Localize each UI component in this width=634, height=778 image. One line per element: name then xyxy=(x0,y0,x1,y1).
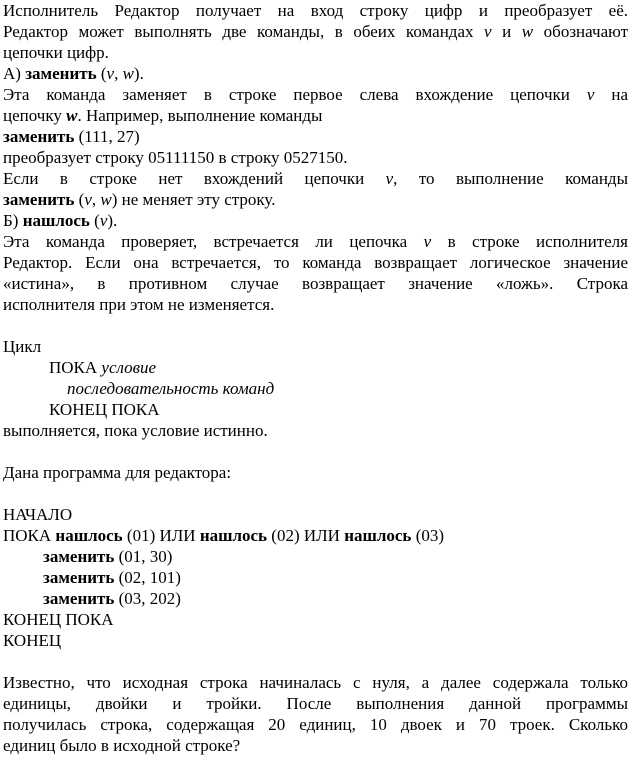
spacer xyxy=(3,651,628,672)
loop-title: Цикл xyxy=(3,337,42,356)
command-b-desc-4: исполнителя при этом не изменяется. xyxy=(3,295,275,314)
program-end: КОНЕЦ xyxy=(3,631,62,650)
command-a-example-result: преобразует строку 05111150 в строку 0527150. xyxy=(3,148,348,167)
program-begin: НАЧАЛО xyxy=(3,505,73,524)
question-line-1: Известно, что исходная строка начиналась с нуля, а далее содержала только xyxy=(3,673,628,692)
program-replace-2: заменить (02, 101) xyxy=(43,568,181,587)
loop-body-line: последовательность команд xyxy=(67,379,275,398)
command-a-note-1: Если в строке нет вхождений цепочки v, то выполнение команды xyxy=(3,169,628,188)
program-end-while: КОНЕЦ ПОКА xyxy=(3,610,114,629)
command-a-heading: А) заменить (v, w). xyxy=(3,64,144,83)
spacer xyxy=(3,315,628,336)
command-b-desc-3: «истина», в противном случае возвращает значение «ложь». Строка xyxy=(3,274,628,293)
loop-while-line: ПОКА условие xyxy=(49,358,157,377)
program-replace-1: заменить (01, 30) xyxy=(43,547,173,566)
program-replace-3: заменить (03, 202) xyxy=(43,589,181,608)
intro-line-2: Редактор может выполнять две команды, в обеих командах v и w обозначают xyxy=(3,22,629,41)
command-a-desc-2: цепочку w. Например, выполнение команды xyxy=(3,106,323,125)
command-b-heading: Б) нашлось (v). xyxy=(3,211,118,230)
command-a-note-2: заменить (v, w) не меняет эту строку. xyxy=(3,190,276,209)
command-b-desc-1: Эта команда проверяет, встречается ли цепочка v в строке исполнителя xyxy=(3,232,628,251)
question-line-4: единиц было в исходной строке? xyxy=(3,736,241,755)
spacer xyxy=(3,441,628,462)
command-a-example: заменить (111, 27) xyxy=(3,127,140,146)
question-line-3: получилась строка, содержащая 20 единиц, 10 двоек и 70 троек. Сколько xyxy=(3,715,628,734)
program-intro: Дана программа для редактора: xyxy=(3,463,232,482)
spacer xyxy=(3,483,628,504)
command-a-desc-1: Эта команда заменяет в строке первое слева вхождение цепочки v на xyxy=(3,85,628,104)
loop-end-line: КОНЕЦ ПОКА xyxy=(49,400,160,419)
loop-note: выполняется, пока условие истинно. xyxy=(3,421,268,440)
intro-line-3: цепочки цифр. xyxy=(3,43,109,62)
program-while-line: ПОКА нашлось (01) ИЛИ нашлось (02) ИЛИ нашлось (03) xyxy=(3,526,445,545)
command-b-desc-2: Редактор. Если она встречается, то команда возвращает логическое значение xyxy=(3,253,628,272)
question-line-2: единицы, двойки и тройки. После выполнения данной программы xyxy=(3,694,628,713)
intro-line-1: Исполнитель Редактор получает на вход строку цифр и преобразует её. xyxy=(3,1,628,20)
